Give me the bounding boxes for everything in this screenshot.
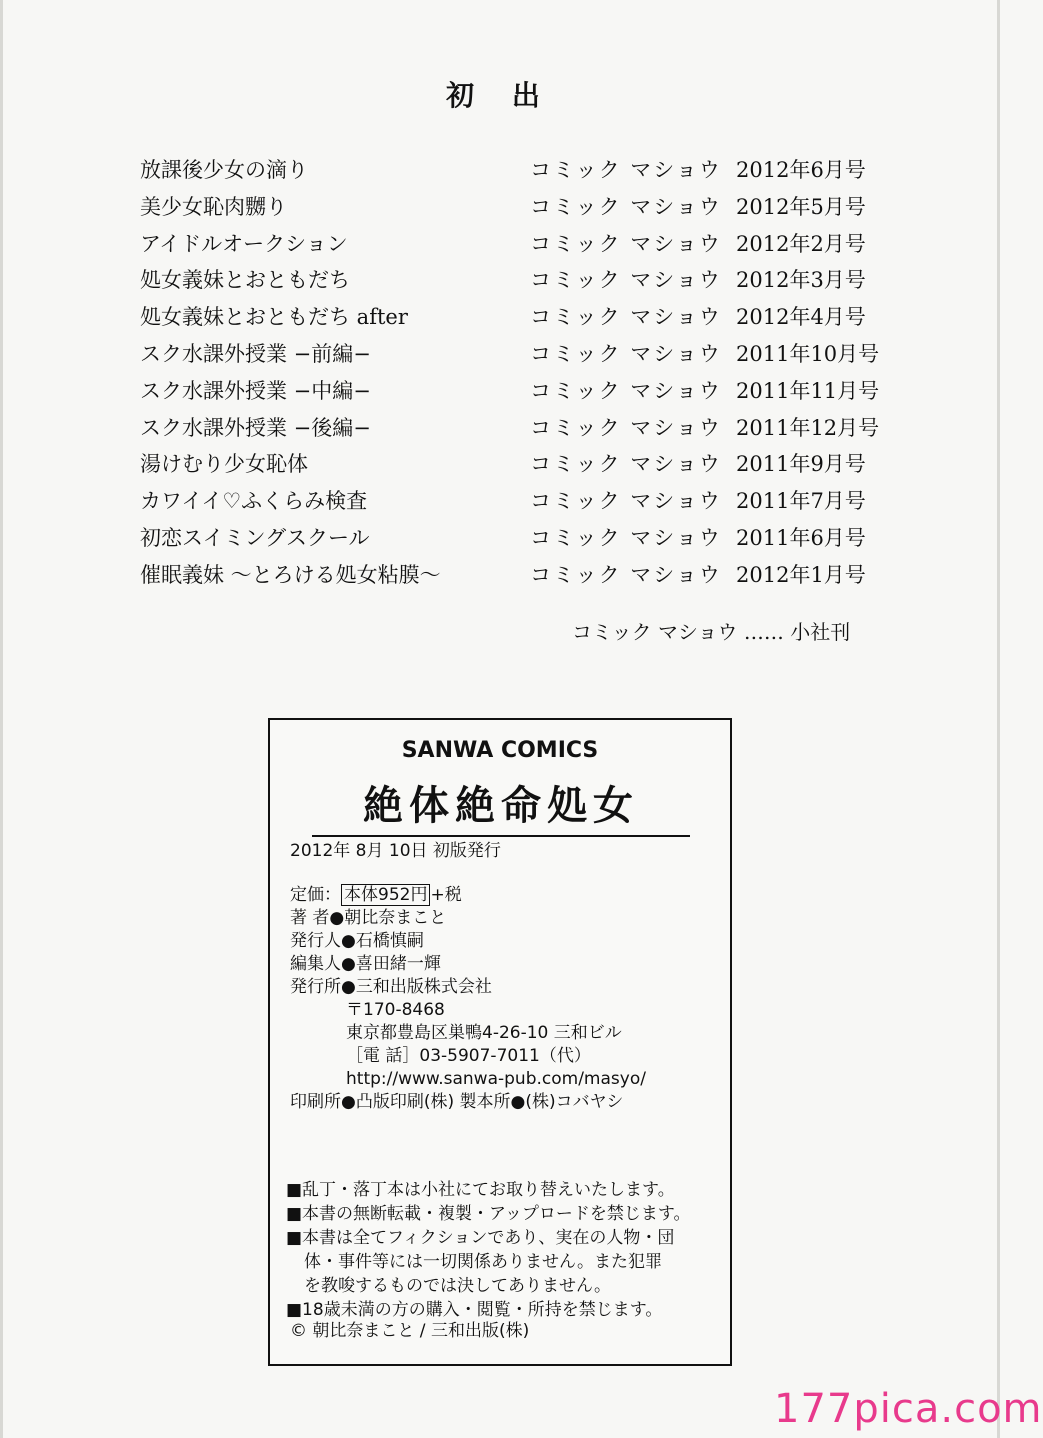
work-title: スク水課外授業 −前編− <box>140 342 371 366</box>
publication-date: 2012年 8月 10日 初版発行 <box>290 841 501 861</box>
work-row <box>140 338 900 375</box>
phone: ［電 話］03-5907-7011（代） <box>346 1046 591 1066</box>
magazine-name: コミック マショウ <box>530 305 722 330</box>
issuer-line: 発行人●石橋慎嗣 <box>290 931 424 951</box>
notice-line: ■18歳未満の方の購入・閲覧・所持を禁じます。 <box>286 1300 663 1320</box>
work-title: 処女義妹とおともだち <box>140 268 350 293</box>
work-title: カワイイ♡ふくらみ検査 <box>140 489 368 514</box>
left-page-edge <box>0 0 3 1438</box>
work-row <box>140 228 900 265</box>
publisher-note: コミック マショウ …… 小社刊 <box>572 620 851 644</box>
work-title: 美少女恥肉嬲り <box>140 194 287 219</box>
notice-line: ■本書の無断転載・複製・アップロードを禁じます。 <box>286 1204 691 1224</box>
publication-info <box>290 884 646 1114</box>
magazine-name: コミック マショウ <box>530 415 722 440</box>
work-title: 処女義妹とおともだち after <box>140 305 408 330</box>
work-row <box>140 154 900 191</box>
work-title: アイドルオークション <box>140 231 348 256</box>
magazine-name: コミック マショウ <box>530 268 722 293</box>
magazine-name: コミック マショウ <box>530 489 722 514</box>
magazine-name: コミック マショウ <box>530 452 722 477</box>
issue-date: 2012年1月号 <box>736 562 866 587</box>
work-row <box>140 485 900 522</box>
work-row <box>140 191 900 228</box>
price-label: 定価： <box>290 885 341 905</box>
issue-date: 2012年2月号 <box>736 231 866 256</box>
price-suffix: +税 <box>430 885 462 905</box>
work-row <box>140 559 900 596</box>
issue-date: 2011年12月号 <box>736 415 880 440</box>
issue-date: 2011年7月号 <box>736 489 866 514</box>
work-row <box>140 301 900 338</box>
issue-date: 2012年6月号 <box>736 158 866 182</box>
site-watermark: 177pica.com <box>774 1386 1043 1432</box>
website-url: http://www.sanwa-pub.com/masyo/ <box>346 1069 646 1089</box>
book-title: 絶体絶命処女 <box>312 774 690 837</box>
printer-line: 印刷所●凸版印刷(株) 製本所●(株)コバヤシ <box>290 1092 624 1112</box>
magazine-name: コミック マショウ <box>530 342 722 366</box>
notice-line: ■本書は全てフィクションであり、実在の人物・団 <box>286 1228 675 1248</box>
issue-date: 2011年10月号 <box>736 342 880 366</box>
editor-line: 編集人●喜田緒一輝 <box>290 954 441 974</box>
copyright: © 朝比奈まこと / 三和出版(株) <box>290 1321 530 1341</box>
issue-date: 2011年9月号 <box>736 452 866 477</box>
magazine-name: コミック マショウ <box>530 562 722 587</box>
work-title: 初恋スイミングスクール <box>140 526 370 550</box>
first-appearance-heading: 初 出 <box>446 79 554 112</box>
work-title: スク水課外授業 −中編− <box>140 378 371 403</box>
work-row <box>140 412 900 449</box>
notice-line: 体・事件等には一切関係ありません。また犯罪 <box>304 1252 663 1272</box>
issue-date: 2011年11月号 <box>736 378 880 403</box>
price-line <box>290 884 646 907</box>
magazine-name: コミック マショウ <box>530 378 722 403</box>
notice-line: を教唆するものでは決してありません。 <box>304 1276 612 1296</box>
issue-date: 2012年5月号 <box>736 194 866 219</box>
right-page-edge <box>997 0 1000 1438</box>
notices <box>286 1178 726 1322</box>
work-title: スク水課外授業 −後編− <box>140 415 371 440</box>
magazine-name: コミック マショウ <box>530 194 722 219</box>
address: 東京都豊島区巣鴨4-26-10 三和ビル <box>346 1023 622 1043</box>
series-name: SANWA COMICS <box>401 738 599 763</box>
work-title: 放課後少女の滴り <box>140 158 308 182</box>
issue-date: 2012年3月号 <box>736 268 866 293</box>
price-value: 本体952円 <box>341 884 430 906</box>
issue-date: 2012年4月号 <box>736 305 866 330</box>
issue-date: 2011年6月号 <box>736 526 866 550</box>
work-row <box>140 522 900 559</box>
postal-code: 〒170-8468 <box>346 1000 445 1020</box>
work-title: 湯けむり少女恥体 <box>140 452 308 477</box>
publisher-line: 発行所●三和出版株式会社 <box>290 977 492 997</box>
author-line: 著 者●朝比奈まこと <box>290 908 447 928</box>
work-row <box>140 264 900 301</box>
colophon-box <box>268 718 732 1366</box>
magazine-name: コミック マショウ <box>530 231 722 256</box>
work-row <box>140 375 900 412</box>
notice-line: ■乱丁・落丁本は小社にてお取り替えいたします。 <box>286 1180 675 1200</box>
work-row <box>140 448 900 485</box>
magazine-name: コミック マショウ <box>530 158 722 182</box>
work-title: 催眠義妹 〜とろける処女粘膜〜 <box>140 562 441 587</box>
magazine-name: コミック マショウ <box>530 526 722 550</box>
